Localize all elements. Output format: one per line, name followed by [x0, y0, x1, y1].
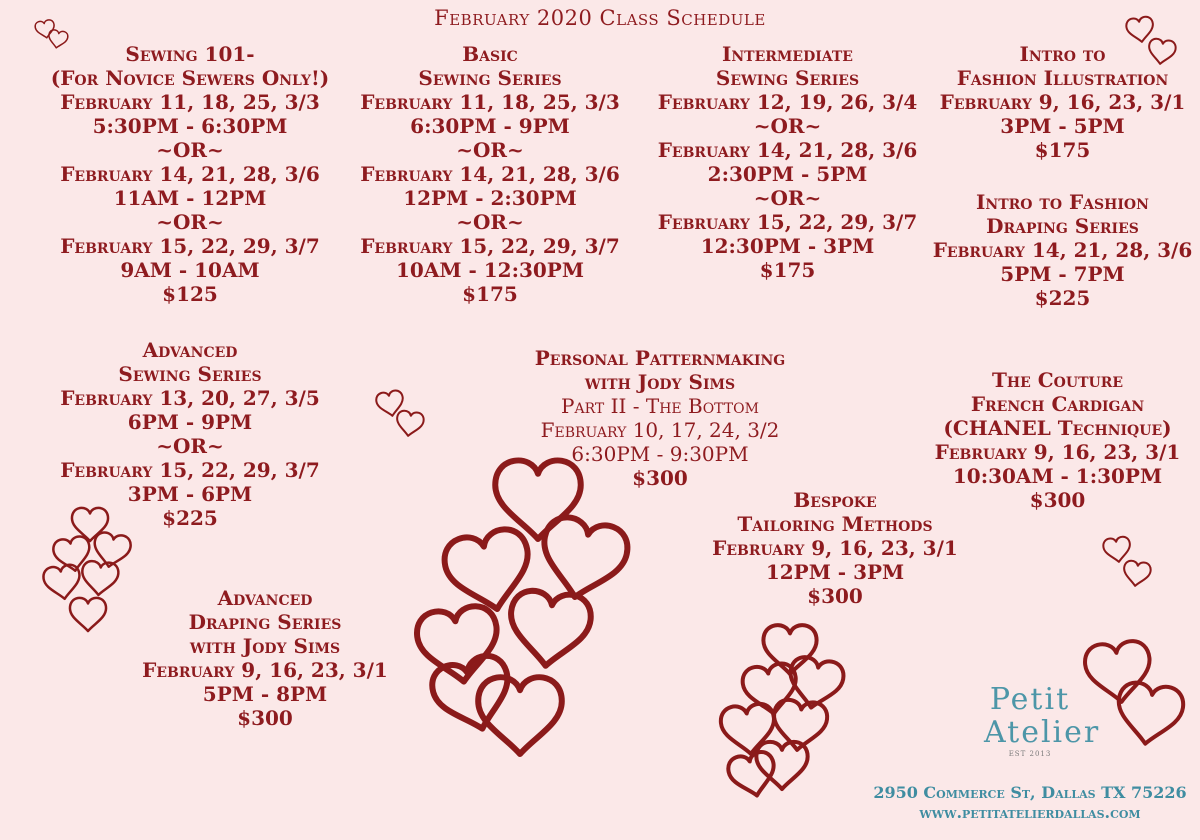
class-line: (For Novice Sewers Only!) — [50, 66, 330, 90]
heart-outline-icon — [741, 662, 800, 718]
class-line: $300 — [807, 584, 863, 608]
class-line: $300 — [1029, 488, 1086, 512]
class-line: 3PM - 5PM — [1000, 114, 1125, 138]
class-block-bespoke-tailoring — [695, 488, 975, 608]
class-line: February 14, 21, 28, 3/6 — [932, 238, 1193, 262]
heart-outline-icon — [414, 603, 503, 687]
class-line: February 11, 18, 25, 3/3 — [360, 90, 620, 114]
class-line: 10:30AM - 1:30PM — [952, 464, 1163, 488]
class-line: February 12, 19, 26, 3/4 — [657, 90, 918, 114]
heart-outline-icon — [719, 702, 777, 756]
class-line: with Jody Sims — [584, 370, 736, 394]
class-line: 10AM - 12:30PM — [396, 258, 584, 282]
class-line: 5:30PM - 6:30PM — [92, 114, 288, 138]
class-line: ~OR~ — [753, 114, 822, 138]
class-line: Bespoke — [793, 488, 877, 512]
logo-est: EST 2013 — [1008, 750, 1052, 758]
footer — [860, 783, 1200, 823]
class-line: February 14, 21, 28, 3/6 — [657, 138, 918, 162]
class-line: 12PM - 3PM — [765, 560, 905, 584]
class-line: Sewing Series — [715, 66, 860, 90]
class-line: French Cardigan — [970, 392, 1145, 416]
class-line: February 9, 16, 23, 3/1 — [142, 658, 388, 682]
class-line: ~OR~ — [156, 138, 224, 162]
class-line: $225 — [1034, 286, 1091, 310]
class-block-sewing-101 — [40, 42, 340, 306]
heart-outline-icon — [771, 698, 829, 752]
class-line: ~OR~ — [456, 138, 524, 162]
class-line: Sewing Series — [118, 362, 262, 386]
class-line: February 13, 20, 27, 3/5 — [60, 386, 320, 410]
class-line: February 15, 22, 29, 3/7 — [60, 458, 320, 482]
address: 2950 Commerce St, Dallas TX 75226 — [873, 783, 1187, 802]
class-line: Advanced — [217, 586, 313, 610]
class-line: Personal Patternmaking — [534, 346, 786, 370]
heart-outline-icon — [91, 531, 132, 570]
class-line: 6:30PM - 9PM — [410, 114, 570, 138]
class-line: $300 — [632, 466, 688, 490]
class-line: with Jody Sims — [189, 634, 341, 658]
heart-outline-icon — [375, 389, 405, 418]
class-line: February 9, 16, 23, 3/1 — [939, 90, 1186, 114]
logo-line-2: Atelier — [984, 715, 1101, 750]
class-line: Tailoring Methods — [737, 512, 933, 536]
class-line: Fashion Illustration — [956, 66, 1169, 90]
class-line: February 14, 21, 28, 3/6 — [60, 162, 320, 186]
class-line: 6PM - 9PM — [127, 410, 253, 434]
heart-outline-icon — [726, 750, 779, 800]
class-line: 6:30PM - 9:30PM — [571, 442, 749, 466]
heart-outline-icon — [428, 651, 519, 738]
heart-outline-icon — [534, 513, 632, 605]
class-line: Intro to — [1019, 42, 1106, 66]
class-line: $175 — [759, 258, 816, 282]
class-block-intermediate-sewing — [645, 42, 930, 282]
heart-outline-icon — [1113, 680, 1185, 748]
class-line: (CHANEL Technique) — [943, 416, 1172, 440]
class-line: Part II - The Bottom — [561, 394, 759, 418]
class-line: Draping Series — [986, 214, 1139, 238]
class-line: ~OR~ — [456, 210, 524, 234]
class-line: ~OR~ — [156, 210, 224, 234]
class-line: Sewing Series — [418, 66, 562, 90]
heart-outline-icon — [1122, 560, 1152, 588]
heart-outline-icon — [42, 563, 82, 601]
heart-outline-icon — [52, 535, 93, 574]
class-line: February 9, 16, 23, 3/1 — [934, 440, 1181, 464]
class-line: 3PM - 6PM — [127, 482, 253, 506]
class-line: Sewing 101- — [125, 42, 255, 66]
page-title: February 2020 Class Schedule — [434, 6, 766, 30]
class-line: The Couture — [992, 368, 1123, 392]
class-line: 9AM - 10AM — [120, 258, 260, 282]
class-line: $125 — [162, 282, 218, 306]
class-block-basic-sewing — [335, 42, 645, 306]
class-line: February 15, 22, 29, 3/7 — [360, 234, 620, 258]
class-line: February 10, 17, 24, 3/2 — [540, 418, 780, 442]
class-line: $175 — [1034, 138, 1091, 162]
logo-line-1: Petit — [989, 682, 1071, 717]
heart-outline-icon — [478, 677, 562, 754]
heart-outline-icon — [395, 410, 425, 438]
heart-outline-icon — [70, 598, 106, 631]
class-block-patternmaking — [490, 346, 830, 490]
class-line: 12:30PM - 3PM — [700, 234, 875, 258]
heart-outline-icon — [1102, 536, 1132, 564]
class-line: $300 — [237, 706, 293, 730]
heart-outline-icon — [763, 625, 816, 674]
class-line: February 9, 16, 23, 3/1 — [712, 536, 958, 560]
class-line: $225 — [162, 506, 218, 530]
class-line: February 15, 22, 29, 3/7 — [657, 210, 918, 234]
class-line: $175 — [462, 282, 518, 306]
petit-atelier-logo — [960, 684, 1100, 758]
website-link[interactable]: www.petitatelierdallas.com — [919, 803, 1141, 822]
heart-outline-icon — [785, 655, 846, 712]
class-block-advanced-sewing — [40, 338, 340, 530]
class-line: 12PM - 2:30PM — [403, 186, 577, 210]
class-line: February 14, 21, 28, 3/6 — [360, 162, 620, 186]
class-line: ~OR~ — [753, 186, 822, 210]
class-line: February 15, 22, 29, 3/7 — [60, 234, 320, 258]
class-line: Basic — [462, 42, 518, 66]
class-line: 11AM - 12PM — [113, 186, 267, 210]
class-line: February 11, 18, 25, 3/3 — [60, 90, 320, 114]
heart-outline-icon — [440, 525, 538, 617]
class-line: 5PM - 7PM — [1000, 262, 1125, 286]
class-line: ~OR~ — [156, 434, 224, 458]
class-line: Advanced — [142, 338, 238, 362]
class-block-fashion-illustration — [925, 42, 1200, 162]
class-line: Intro to Fashion — [976, 190, 1149, 214]
class-line: 2:30PM - 5PM — [707, 162, 868, 186]
heart-outline-icon — [756, 742, 807, 789]
heart-outline-icon — [80, 560, 119, 596]
class-line: Intermediate — [722, 42, 853, 66]
class-block-draping-intro — [925, 190, 1200, 310]
heart-outline-icon — [506, 589, 593, 670]
class-line: Draping Series — [188, 610, 342, 634]
class-line: 5PM - 8PM — [202, 682, 328, 706]
class-block-advanced-draping — [115, 586, 415, 730]
